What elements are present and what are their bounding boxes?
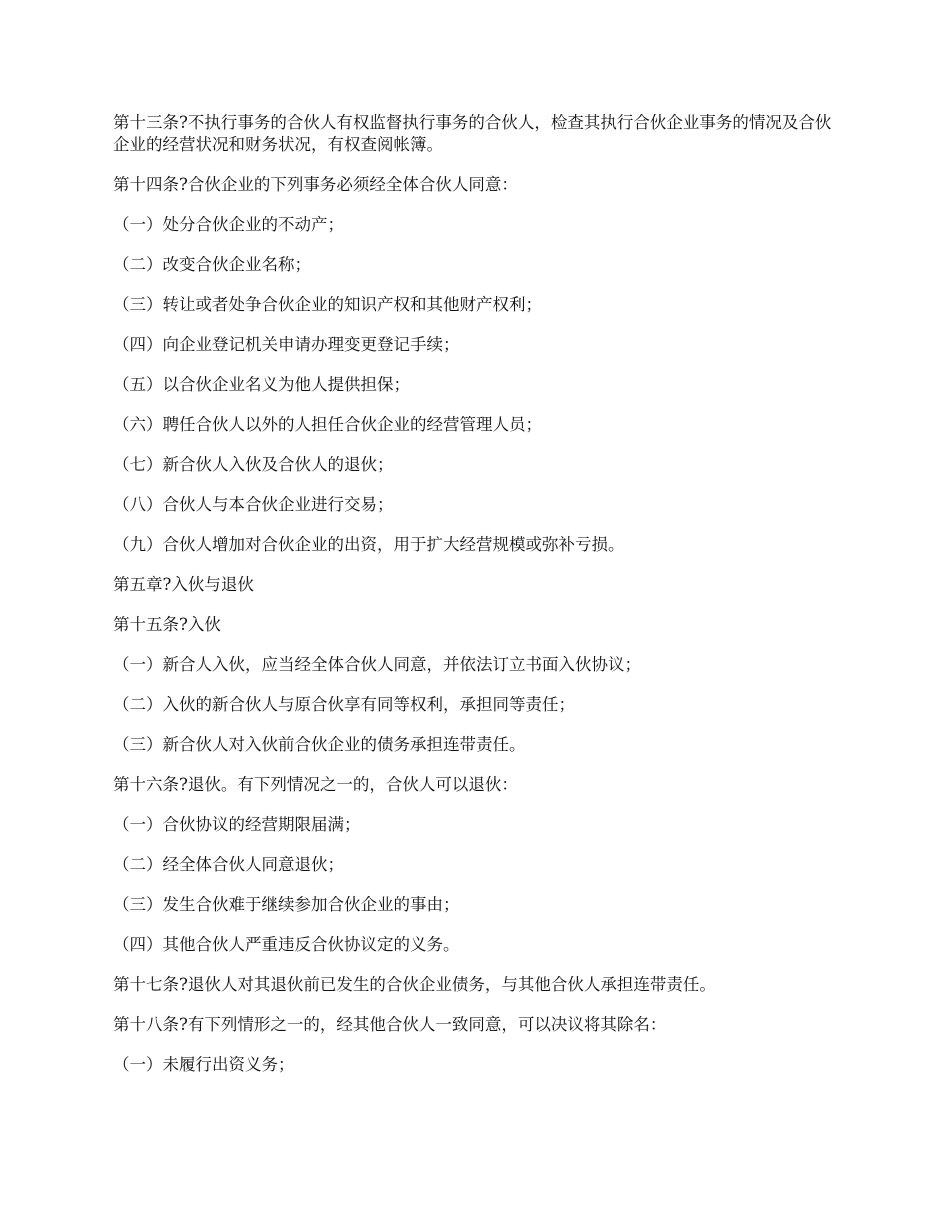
document-body (113, 112, 833, 1076)
list-item: （一）未履行出资义务； (113, 1055, 295, 1074)
list-item: （八）合伙人与本合伙企业进行交易； (113, 495, 394, 514)
list-item: （九）合伙人增加对合伙企业的出资，用于扩大经营规模或弥补亏损。 (113, 535, 625, 554)
list-item: （三）发生合伙难于继续参加合伙企业的事由； (113, 895, 460, 914)
list-item: （六）聘任合伙人以外的人担任合伙企业的经营管理人员； (113, 415, 542, 434)
list-item: （五）以合伙企业名义为他人提供担保； (113, 375, 410, 394)
list-item: （三）新合伙人对入伙前合伙企业的债务承担连带责任。 (113, 735, 526, 754)
article-16: 第十六条?退伙。有下列情况之一的，合伙人可以退伙： (113, 775, 518, 794)
article-15: 第十五条?入伙 (113, 615, 221, 634)
list-item: （二）入伙的新合伙人与原合伙享有同等权利，承担同等责任； (113, 695, 575, 714)
chapter-heading: 第五章?入伙与退伙 (113, 575, 254, 594)
list-item: （二）改变合伙企业名称； (113, 255, 311, 274)
list-item: （二）经全体合伙人同意退伙； (113, 855, 344, 874)
list-item: （三）转让或者处争合伙企业的知识产权和其他财产权利； (113, 295, 542, 314)
article-18: 第十八条?有下列情形之一的，经其他合伙人一致同意，可以决议将其除名： (113, 1015, 667, 1034)
list-item: （四）其他合伙人严重违反合伙协议定的义务。 (113, 935, 460, 954)
list-item: （一）合伙协议的经营期限届满； (113, 815, 361, 834)
list-item: （四）向企业登记机关申请办理变更登记手续； (113, 335, 460, 354)
article-14: 第十四条?合伙企业的下列事务必须经全体合伙人同意： (113, 175, 518, 194)
list-item: （七）新合伙人入伙及合伙人的退伙； (113, 455, 394, 474)
article-17: 第十七条?退伙人对其退伙前已发生的合伙企业债务，与其他合伙人承担连带责任。 (113, 975, 716, 994)
article-13: 第十三条?不执行事务的合伙人有权监督执行事务的合伙人，检查其执行合伙企业事务的情况及合伙企业的经营状况和财务状况，有权查阅帐簿。 (113, 113, 832, 154)
list-item: （一）新合人入伙，应当经全体合伙人同意，并依法订立书面入伙协议； (113, 655, 641, 674)
list-item: （一）处分合伙企业的不动产； (113, 215, 344, 234)
